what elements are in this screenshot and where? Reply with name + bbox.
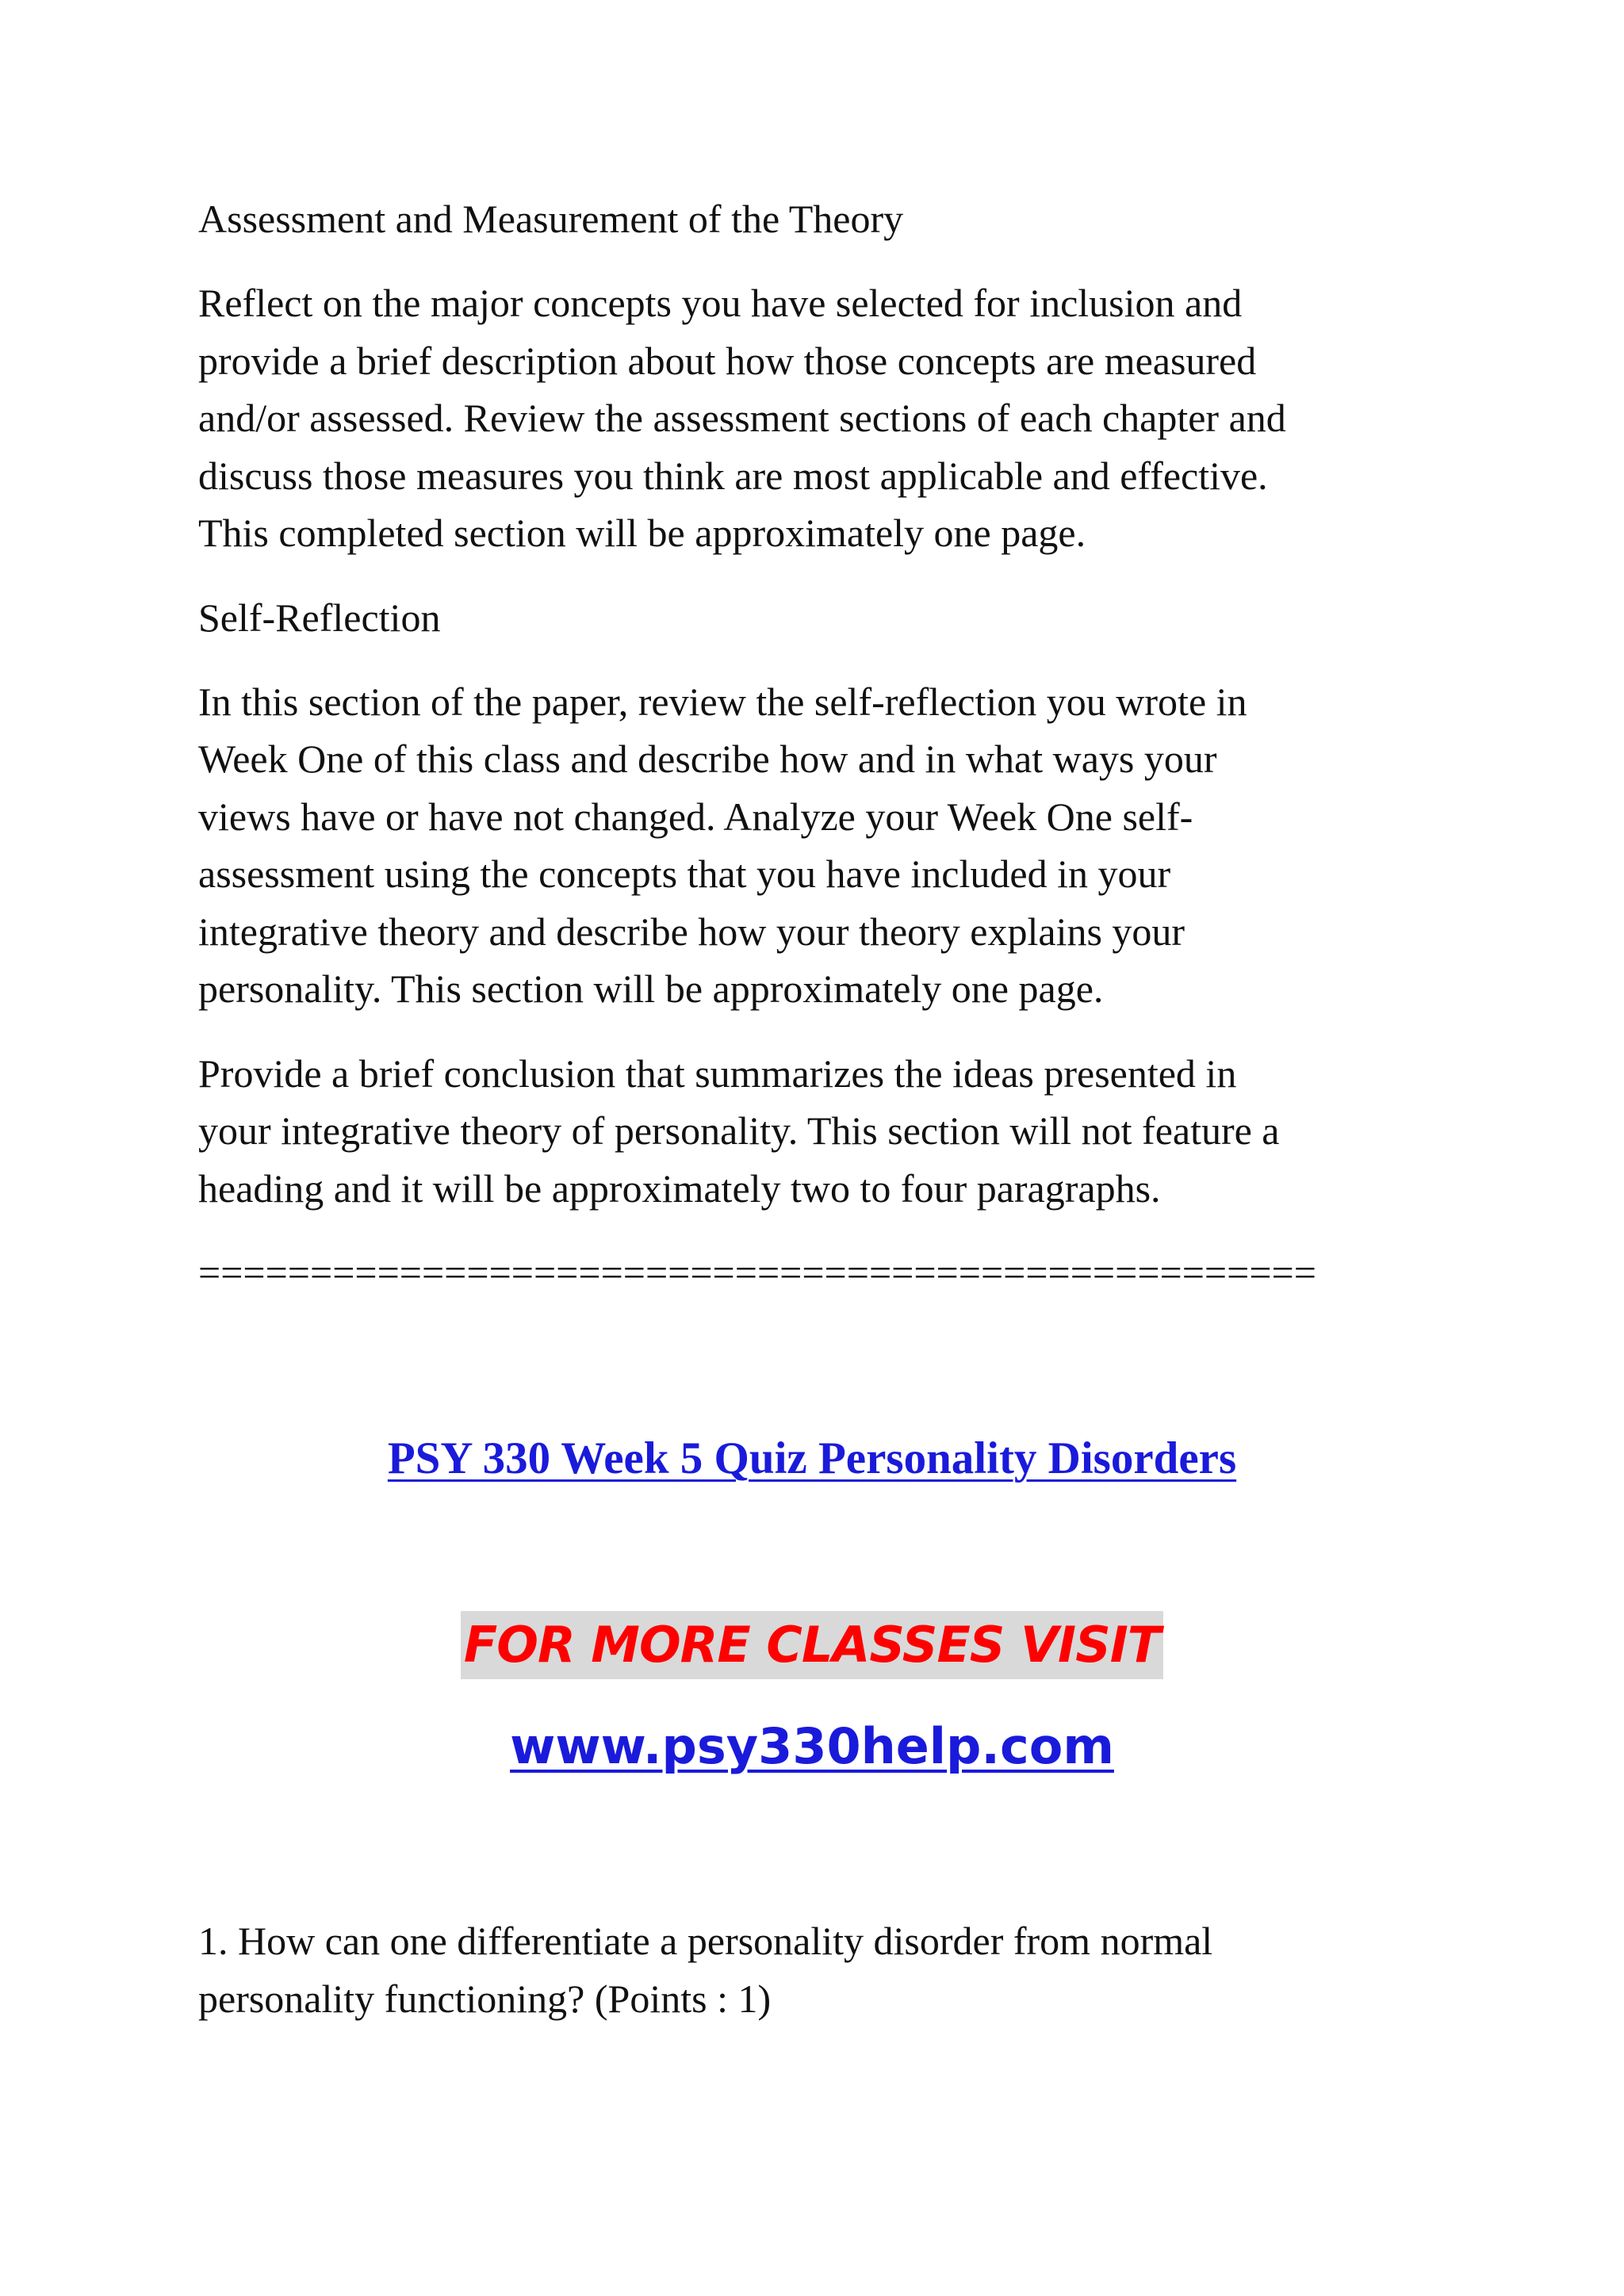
paragraph-line: heading and it will be approximately two to four paragraphs.	[198, 1165, 1161, 1211]
paragraph-line: provide a brief description about how those concepts are measured	[198, 338, 1257, 383]
promo-text: FOR MORE CLASSES VISIT	[461, 1611, 1163, 1679]
question-line: personality functioning? (Points : 1)	[198, 1976, 772, 2021]
paragraph-line: personality. This section will be approximately one page.	[198, 966, 1104, 1011]
paragraph-line: Week One of this class and describe how and in what ways your	[198, 737, 1217, 781]
paragraph-line: assessment using the concepts that you have included in your	[198, 851, 1171, 896]
paragraph-line: discuss those measures you think are most applicable and effective.	[198, 453, 1268, 498]
document-body	[198, 190, 1435, 1301]
quiz-question	[198, 1912, 1435, 2027]
assessment-paragraph	[198, 274, 1435, 562]
conclusion-paragraph	[198, 1045, 1435, 1218]
promo-banner	[0, 1611, 1624, 1679]
self-reflection-heading: Self-Reflection	[198, 595, 441, 640]
paragraph-line: This completed section will be approximately one page.	[198, 511, 1086, 555]
paragraph-line: Reflect on the major concepts you have selected for inclusion and	[198, 281, 1243, 325]
separator-line: ==================================================	[198, 1250, 1316, 1295]
paragraph-line: your integrative theory of personality. This section will not feature a	[198, 1108, 1280, 1153]
paragraph-line: and/or assessed. Review the assessment sections of each chapter and	[198, 396, 1286, 440]
quiz-title-link[interactable]: PSY 330 Week 5 Quiz Personality Disorders	[387, 1433, 1237, 1483]
question-line: 1. How can one differentiate a personality disorder from normal	[198, 1919, 1213, 1963]
paragraph-line: views have or have not changed. Analyze your Week One self-	[198, 794, 1193, 839]
paragraph-line: Provide a brief conclusion that summarizes the ideas presented in	[198, 1050, 1237, 1096]
assessment-heading: Assessment and Measurement of the Theory	[198, 197, 904, 241]
self-reflection-paragraph	[198, 673, 1435, 1018]
website-link[interactable]: www.psy330help.com	[510, 1717, 1114, 1775]
paragraph-line: In this section of the paper, review the self-reflection you wrote in	[198, 679, 1247, 724]
paragraph-line: integrative theory and describe how your theory explains your	[198, 909, 1185, 954]
